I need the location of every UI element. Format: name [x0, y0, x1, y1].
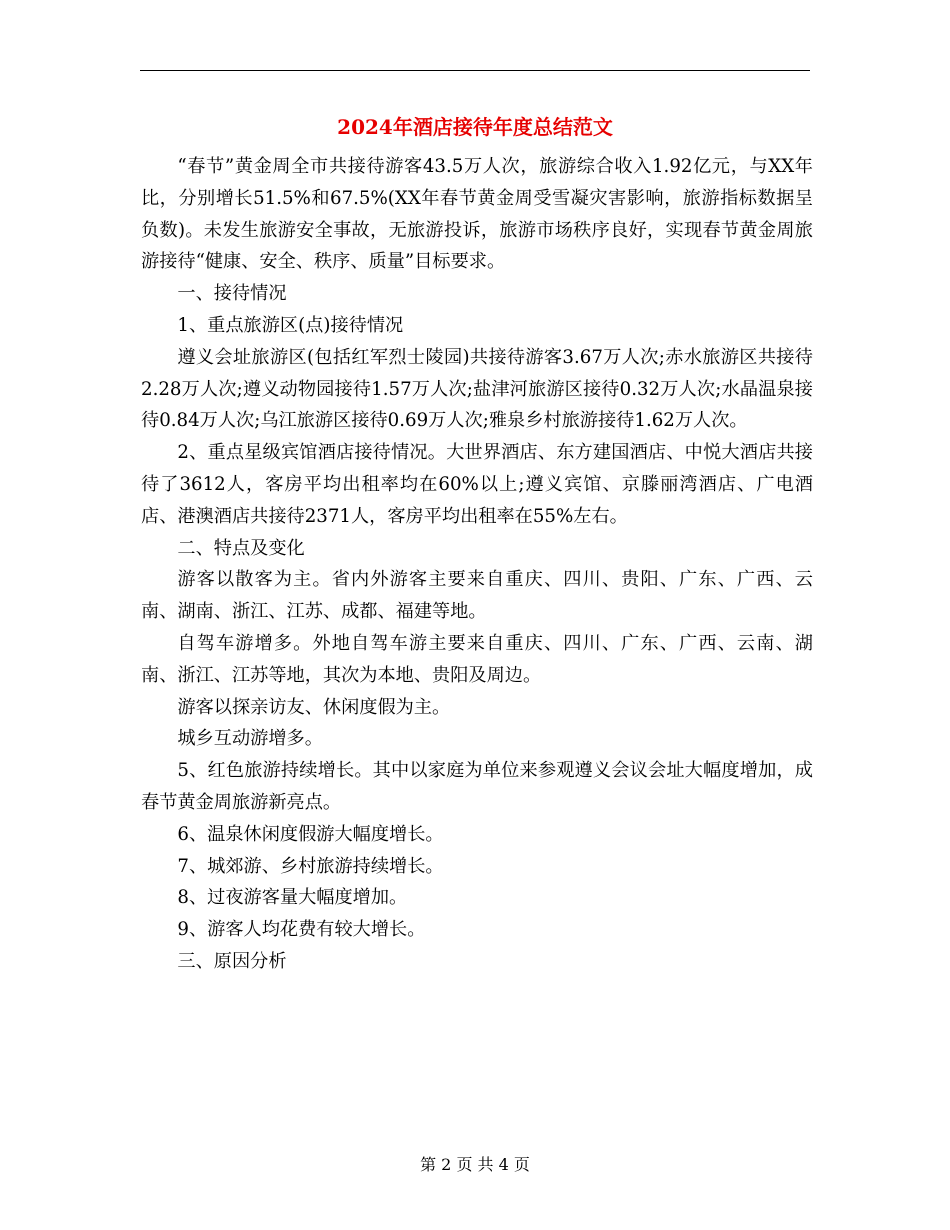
header-rule [140, 70, 810, 71]
paragraph: 6、温泉休闲度假游大幅度增长。 [177, 823, 444, 845]
paragraph: 5、红色旅游持续增长。其中以家庭为单位来参观遵义会议会址大幅度增加，成春节黄金周旅游新亮点。 [141, 760, 813, 813]
paragraph: 9、游客人均花费有较大增长。 [177, 919, 426, 941]
paragraph: 自驾车游增多。外地自驾车游主要来自重庆、四川、广东、广西、云南、湖南、浙江、江苏等地，其次为本地、贵阳及周边。 [141, 632, 813, 686]
page-number: 第 2 页 共 4 页 [420, 1155, 530, 1174]
paragraph: 城乡互动游增多。 [177, 728, 323, 750]
paragraph: 8、过夜游客量大幅度增加。 [177, 887, 408, 909]
document-body [141, 151, 813, 978]
section-heading: 二、特点及变化 [177, 537, 305, 559]
section-heading: 一、接待情况 [177, 283, 287, 305]
paragraph: 游客以探亲访友、休闲度假为主。 [177, 696, 451, 718]
paragraph: 2、重点星级宾馆酒店接待情况。大世界酒店、东方建国酒店、中悦大酒店共接待了3612人，客房平均出租率均在60%以上;遵义宾馆、京滕丽湾酒店、广电酒店、港澳酒店共接待2371人，客房平均出租率在55%左右。 [141, 442, 813, 527]
subsection-heading: 1、重点旅游区(点)接待情况 [177, 314, 404, 336]
section-heading: 三、原因分析 [177, 950, 287, 972]
document-title: 2024年酒店接待年度总结范文 [337, 115, 613, 139]
paragraph: 7、城郊游、乡村旅游持续增长。 [177, 855, 444, 877]
paragraph: 遵义会址旅游区(包括红军烈士陵园)共接待游客3.67万人次;赤水旅游区共接待2.28万人次;遵义动物园接待1.57万人次;盐津河旅游区接待0.32万人次;水晶温泉接待0.84万人次;乌江旅游区接待0.69万人次;雅泉乡村旅游接待1.62万人次。 [141, 346, 813, 432]
paragraph: “春节”黄金周全市共接待游客43.5万人次，旅游综合收入1.92亿元，与XX年比，分别增长51.5%和67.5%(XX年春节黄金周受雪凝灾害影响，旅游指标数据呈负数)。未发生旅游安全事故，无旅游投诉，旅游市场秩序良好，实现春节黄金周旅游接待“健康、安全、秩序、质量”目标要求。 [141, 156, 813, 273]
paragraph: 游客以散客为主。省内外游客主要来自重庆、四川、贵阳、广东、广西、云南、湖南、浙江、江苏、成都、福建等地。 [141, 569, 813, 623]
